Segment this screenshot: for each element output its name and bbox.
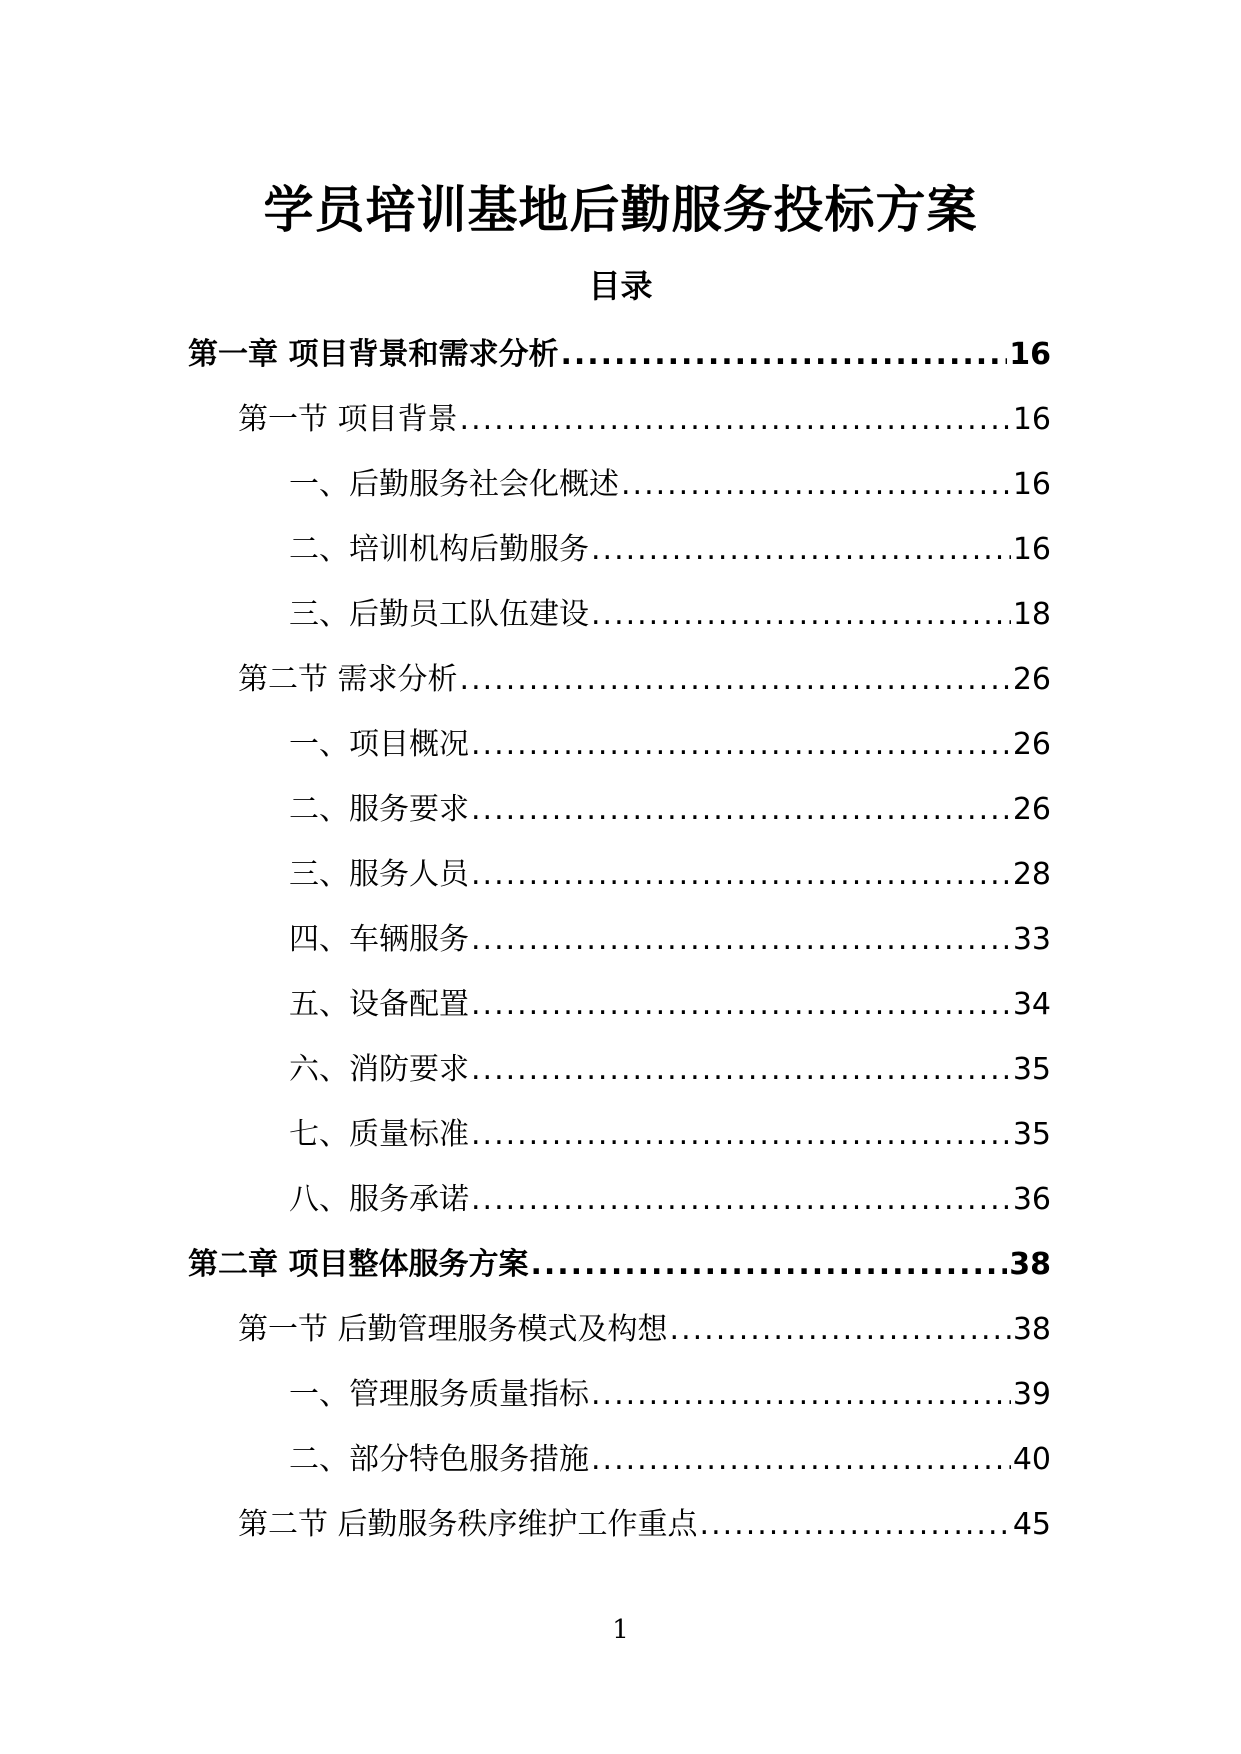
toc-entry-subsection[interactable]: [0, 1037, 1241, 1102]
dot-leader: [591, 1427, 1011, 1492]
toc-page-number: 18: [1012, 597, 1051, 632]
toc-entry-subsection[interactable]: [0, 1102, 1241, 1167]
toc-entry-text: 五、设备配置: [289, 987, 469, 1022]
toc-entry-text: 一、后勤服务社会化概述: [289, 467, 619, 502]
toc-page-number: 28: [1012, 857, 1051, 892]
toc-page-number: 45: [1012, 1507, 1051, 1542]
toc-page-number: 35: [1012, 1117, 1051, 1152]
toc-entry-subsection[interactable]: [0, 517, 1241, 582]
dot-leader: [471, 712, 1011, 777]
toc-entry-subsection[interactable]: [0, 1362, 1241, 1427]
toc-page-number: 38: [1009, 1247, 1051, 1282]
toc-entry-text: 二、培训机构后勤服务: [289, 532, 589, 567]
toc-entry-subsection[interactable]: [0, 907, 1241, 972]
toc-page-number: 35: [1012, 1052, 1051, 1087]
document-title: 学员培训基地后勤服务投标方案: [263, 181, 978, 239]
toc-entry-text: 第二节 需求分析: [238, 662, 458, 697]
toc-page-number: 34: [1012, 987, 1051, 1022]
toc-entry-text: 第一节 项目背景: [238, 402, 458, 437]
dot-leader: [471, 1037, 1011, 1102]
toc-entry-text: 二、服务要求: [289, 792, 469, 827]
toc-page-number: 16: [1012, 402, 1051, 437]
toc-entry-section[interactable]: [0, 387, 1241, 452]
page-number-footer: 1: [612, 1615, 629, 1645]
dot-leader: [471, 1167, 1011, 1232]
toc-entry-section[interactable]: [0, 1492, 1241, 1557]
dot-leader: [591, 1362, 1011, 1427]
toc-page-number: 40: [1012, 1442, 1051, 1477]
dot-leader: [471, 777, 1011, 842]
toc-page-number: 26: [1012, 662, 1051, 697]
toc-entry-subsection[interactable]: [0, 582, 1241, 647]
toc-entry-subsection[interactable]: [0, 712, 1241, 777]
toc-page-number: 26: [1012, 727, 1051, 762]
toc-entry-chapter-2[interactable]: [0, 1232, 1241, 1297]
toc-entry-chapter-1[interactable]: [0, 322, 1241, 387]
toc-page-number: 26: [1012, 792, 1051, 827]
toc-page-number: 36: [1012, 1182, 1051, 1217]
dot-leader: [530, 1232, 1007, 1297]
toc-entry-text: 七、质量标准: [289, 1117, 469, 1152]
dot-leader: [591, 582, 1011, 647]
toc-entry-text: 八、服务承诺: [289, 1182, 469, 1217]
toc-entry-section[interactable]: [0, 1297, 1241, 1362]
toc-entry-text: 三、后勤员工队伍建设: [289, 597, 589, 632]
toc-entry-subsection[interactable]: [0, 452, 1241, 517]
toc-entry-text: 第二章 项目整体服务方案: [188, 1247, 529, 1282]
toc-page-number: 39: [1012, 1377, 1051, 1412]
toc-page-number: 16: [1012, 532, 1051, 567]
toc-entry-text: 一、项目概况: [289, 727, 469, 762]
dot-leader: [670, 1297, 1011, 1362]
dot-leader: [621, 452, 1011, 517]
toc-entry-text: 二、部分特色服务措施: [289, 1442, 589, 1477]
dot-leader: [460, 387, 1011, 452]
dot-leader: [460, 647, 1011, 712]
toc-entry-subsection[interactable]: [0, 777, 1241, 842]
dot-leader: [591, 517, 1011, 582]
dot-leader: [471, 842, 1011, 907]
toc-entry-subsection[interactable]: [0, 972, 1241, 1037]
dot-leader: [471, 907, 1011, 972]
dot-leader: [700, 1492, 1011, 1557]
toc-entry-subsection[interactable]: [0, 1427, 1241, 1492]
toc-page-number: 38: [1012, 1312, 1051, 1347]
dot-leader: [471, 1102, 1011, 1167]
table-of-contents: [0, 322, 1241, 1557]
toc-entry-text: 四、车辆服务: [289, 922, 469, 957]
toc-entry-text: 三、服务人员: [289, 857, 469, 892]
dot-leader: [560, 322, 1007, 387]
dot-leader: [471, 972, 1011, 1037]
toc-page-number: 33: [1012, 922, 1051, 957]
toc-page-number: 16: [1012, 467, 1051, 502]
toc-entry-subsection[interactable]: [0, 1167, 1241, 1232]
toc-entry-text: 第一章 项目背景和需求分析: [188, 337, 559, 372]
toc-entry-text: 第二节 后勤服务秩序维护工作重点: [238, 1507, 698, 1542]
toc-entry-section[interactable]: [0, 647, 1241, 712]
toc-entry-text: 第一节 后勤管理服务模式及构想: [238, 1312, 668, 1347]
toc-page-number: 16: [1009, 337, 1051, 372]
toc-entry-text: 六、消防要求: [289, 1052, 469, 1087]
toc-entry-subsection[interactable]: [0, 842, 1241, 907]
toc-heading: 目录: [588, 267, 653, 305]
toc-entry-text: 一、管理服务质量指标: [289, 1377, 589, 1412]
